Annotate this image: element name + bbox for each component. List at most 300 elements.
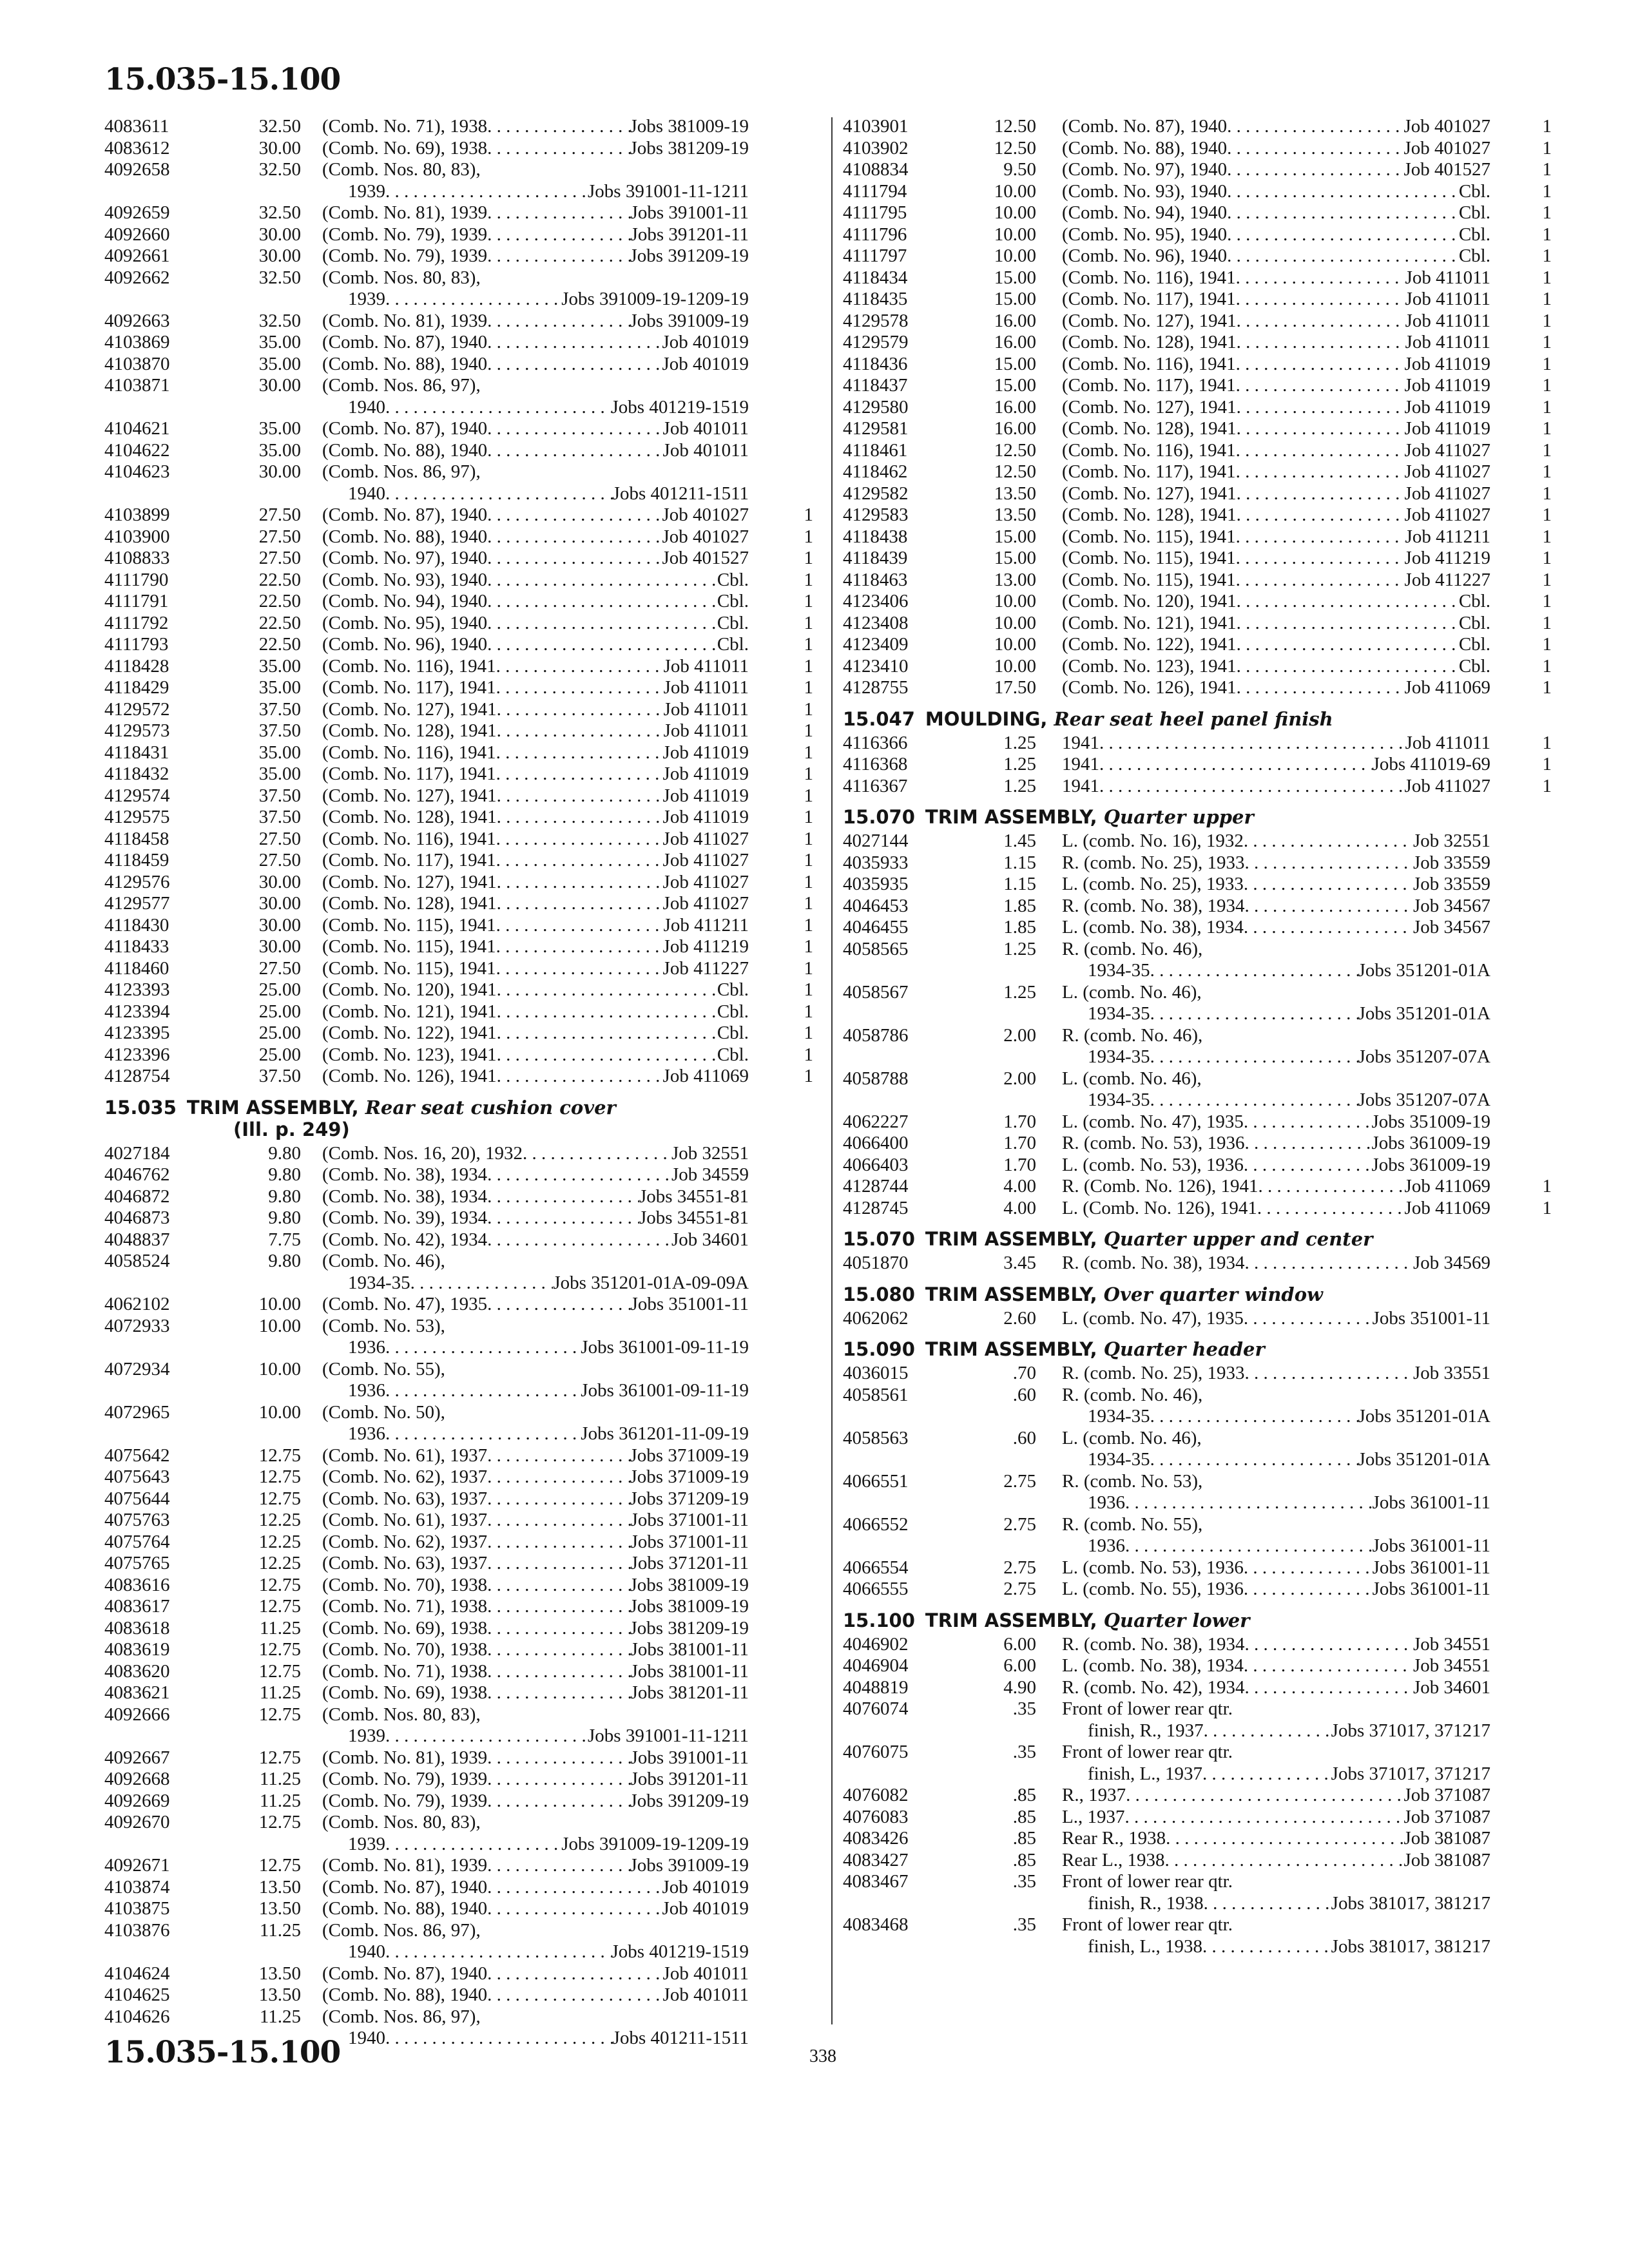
dot-leader [496,764,663,785]
dot-leader [496,656,664,678]
part-description: 1934-35 [348,1272,410,1293]
quantity: 1 [1542,116,1552,137]
quantity: 1 [804,764,813,784]
part-row [843,1198,1552,1220]
quantity: 1 [804,634,813,655]
part-description: (Comb. No. 115), 1941 [1062,526,1236,547]
part-row [104,548,813,570]
part-description: (Comb. No. 126), 1941 [322,1066,497,1086]
part-row-continuation [104,1337,813,1359]
part-row [843,138,1552,160]
part-description: 1940 [348,483,385,504]
list-price: 37.50 [258,1066,301,1086]
quantity: 1 [804,569,813,590]
part-number: 4066551 [843,1470,909,1492]
part-row [104,267,813,289]
dot-leader [487,505,662,526]
dot-leader [1237,332,1405,354]
job-reference: Cbl. [1458,655,1490,677]
job-reference: Job 401027 [662,505,749,525]
part-number: 4058561 [843,1384,909,1405]
part-description: R. (comb. No. 25), 1933 [1062,1363,1245,1383]
dot-leader [487,1164,671,1186]
part-row [843,397,1552,419]
part-number: 4111792 [104,612,169,633]
part-description: (Comb. No. 115), 1941 [1062,548,1236,568]
part-number: 4118434 [843,267,908,288]
part-description: (Comb. No. 50), [322,1401,445,1423]
part-description: (Comb. No. 79), 1939 [322,1769,488,1789]
part-row [104,1316,813,1338]
list-price: 16.00 [994,418,1036,439]
part-number: 4118431 [104,742,169,763]
job-reference: Job 401019 [662,353,749,374]
part-number: 4108833 [104,548,170,568]
part-row-continuation [843,1720,1552,1742]
part-number: 4092667 [104,1747,170,1768]
quantity: 1 [804,957,813,979]
list-price: 15.00 [994,289,1036,309]
part-number: 4062227 [843,1111,909,1132]
part-description: L. (comb. No. 16), 1932 [1062,831,1244,851]
quantity: 1 [804,871,813,892]
job-reference: Jobs 381017, 381217 [1331,1892,1490,1914]
list-price: 30.00 [258,936,301,957]
job-reference: Jobs 361201-11-09-19 [581,1423,749,1444]
dot-leader [487,1769,630,1791]
part-number: 4128745 [843,1197,909,1218]
part-row [843,1363,1552,1385]
part-description: (Comb. No. 121), 1941 [1062,612,1237,633]
list-price: 12.50 [994,439,1036,461]
part-number: 4092662 [104,267,170,288]
part-description: 1936 [348,1380,385,1401]
job-reference: Job 371087 [1403,1806,1490,1827]
part-row [104,570,813,591]
part-row [104,1596,813,1618]
part-row [843,1176,1552,1198]
list-price: 35.00 [258,439,301,461]
part-row [843,267,1552,289]
list-price: 30.00 [258,375,301,396]
part-row [104,1855,813,1877]
list-price: 2.60 [1003,1307,1036,1329]
part-row [843,634,1552,656]
list-price: 12.75 [258,1445,301,1466]
list-price: 1.25 [1003,775,1036,796]
part-row [104,742,813,764]
part-row [104,332,813,354]
dot-leader [1099,754,1373,776]
quantity: 1 [1542,526,1552,547]
part-number: 4083620 [104,1660,170,1682]
list-price: 12.75 [258,1639,301,1660]
job-reference: Job 411027 [662,871,749,892]
part-description: finish, L., 1937 [1088,1763,1203,1784]
job-reference: Jobs 361001-11 [1372,1579,1490,1599]
list-price: 1.15 [1003,874,1036,894]
dot-leader [497,1001,717,1023]
dot-leader [1244,1111,1372,1133]
job-reference: Job 411019 [1404,396,1490,418]
part-description: 1939 [348,180,385,202]
job-reference: Jobs 34551-81 [639,1186,749,1207]
list-price: 1.45 [1003,831,1036,851]
dot-leader [1237,418,1405,440]
part-description: 1940 [348,396,385,418]
job-reference: Jobs 401211-1511 [612,483,749,504]
part-number: 4062102 [104,1294,170,1314]
part-description: (Comb. No. 93), 1940 [322,569,488,590]
part-row [104,418,813,440]
section-heading [843,1228,1373,1250]
list-price: .35 [1012,1871,1036,1892]
part-number: 4118433 [104,936,169,957]
list-price: 37.50 [258,720,301,741]
list-price: 13.50 [258,1984,301,2005]
part-number: 4058563 [843,1427,909,1448]
part-description: (Comb. No. 88), 1940 [322,1984,488,2005]
list-price: 15.00 [994,375,1036,396]
list-price: 13.50 [994,505,1036,525]
section-heading [843,1283,1323,1305]
dot-leader [497,979,717,1001]
quantity: 1 [1542,439,1552,461]
job-reference: Job 32551 [671,1142,749,1164]
part-number: 4066400 [843,1133,909,1153]
part-row [843,1785,1552,1807]
part-row-continuation [843,960,1552,982]
list-price: 27.50 [258,505,301,525]
dot-leader [1236,461,1405,483]
job-reference: Job 411027 [1404,775,1490,796]
part-number: 4048819 [843,1677,909,1698]
dot-leader [1237,483,1405,505]
part-row [104,202,813,224]
part-number: 4046872 [104,1186,170,1207]
part-row [104,699,813,721]
list-price: 9.50 [1003,159,1036,180]
page-header-range: 15.035-15.100 [104,62,341,97]
dot-leader [487,311,630,332]
part-number: 4129573 [104,720,170,741]
part-number: 4092663 [104,310,170,331]
part-row [843,776,1552,798]
part-number: 4123409 [843,634,909,655]
dot-leader [487,116,630,138]
part-description: 1934-35 [1088,1406,1150,1427]
part-description: 1934-35 [1088,960,1150,981]
part-row [104,505,813,526]
quantity: 1 [1542,754,1552,774]
job-reference: Job 401011 [662,418,749,439]
job-reference: Jobs 361001-09-11-19 [581,1337,749,1358]
part-description: (Comb. No. 126), 1941 [1062,677,1237,698]
list-price: 2.00 [1003,1024,1036,1046]
part-number: 4111796 [843,224,907,245]
part-number: 4116366 [843,732,908,753]
part-description: (Comb. Nos. 80, 83), [322,159,481,180]
dot-leader [487,1984,662,2006]
part-description: 1941 [1062,754,1099,774]
dot-leader [1227,116,1403,138]
list-price: 12.50 [994,461,1036,482]
part-description: (Comb. No. 117), 1941 [322,764,496,784]
dot-leader [1245,1363,1413,1385]
dot-leader [1236,440,1405,462]
job-reference: Jobs 391201-11 [630,1769,749,1789]
dot-leader [487,634,717,656]
part-number: 4075644 [104,1488,170,1509]
part-row [104,354,813,376]
dot-leader [487,1682,630,1704]
job-reference: Job 34569 [1412,1253,1490,1273]
part-description: (Comb. No. 128), 1941 [322,893,497,914]
quantity: 1 [1542,137,1552,159]
part-description: (Comb. No. 81), 1939 [322,1855,488,1876]
section-title: TRIM ASSEMBLY, [925,1609,1097,1631]
list-price: 2.75 [1003,1470,1036,1492]
list-price: 1.25 [1003,938,1036,959]
dot-leader [1237,656,1459,678]
part-row-continuation [843,1936,1552,1958]
dot-leader [1227,245,1459,267]
dot-leader [1245,852,1413,874]
part-description: (Comb. No. 121), 1941 [322,1001,497,1022]
dot-leader [487,1186,639,1208]
dot-leader [1237,634,1459,656]
part-number: 4075764 [104,1531,170,1552]
list-price: 35.00 [258,764,301,784]
part-row-continuation [843,1763,1552,1785]
quantity: 1 [1542,332,1552,352]
part-row [843,548,1552,570]
part-row [104,1920,813,1942]
job-reference: Jobs 401219-1519 [611,396,749,418]
quantity: 1 [1542,505,1552,525]
part-number: 4083618 [104,1617,170,1639]
part-number: 4118432 [104,764,169,784]
job-reference: Job 401011 [662,1963,749,1984]
part-description: Front of lower rear qtr. [1062,1914,1233,1935]
section-heading [843,1338,1265,1360]
part-row [104,1488,813,1510]
quantity: 1 [1542,202,1552,223]
job-reference: Job 411027 [662,828,749,849]
part-row-continuation [104,1834,813,1856]
section-heading [843,1610,1249,1631]
job-reference: Job 411227 [1404,569,1490,590]
quantity: 1 [804,720,813,741]
part-description: R. (Comb. No. 126), 1941 [1062,1176,1258,1196]
job-reference: Jobs 351001-11 [630,1294,749,1314]
dot-leader [1227,138,1403,160]
part-description: R. (comb. No. 55), [1062,1514,1203,1535]
part-description: (Comb. No. 38), 1934 [322,1186,488,1207]
part-number: 4111791 [104,591,169,611]
job-reference: Jobs 391001-11 [630,202,749,223]
job-reference: Job 33559 [1412,874,1490,894]
part-number: 4046762 [104,1164,170,1185]
part-description: (Comb. No. 70), 1938 [322,1574,488,1595]
part-row [104,1532,813,1553]
part-number: 4129581 [843,418,909,439]
list-price: 15.00 [994,548,1036,568]
dot-leader [385,1423,581,1445]
quantity: 1 [804,677,813,698]
dot-leader [1236,267,1405,289]
list-price: 12.75 [258,1488,301,1509]
job-reference: Job 34567 [1412,895,1490,916]
list-price: 4.90 [1003,1677,1036,1698]
part-number: 4128744 [843,1176,909,1196]
job-reference: Job 411011 [1405,310,1490,331]
part-number: 4103900 [104,526,170,547]
dot-leader [487,1639,630,1661]
job-reference: Job 401027 [1403,116,1490,137]
part-number: 4118436 [843,353,908,374]
part-row [843,1155,1552,1177]
part-description: (Comb. No. 63), 1937 [322,1553,488,1573]
dot-leader [385,1380,581,1402]
job-reference: Job 33551 [1412,1363,1490,1383]
part-number: 4111793 [104,634,169,655]
part-row [843,181,1552,203]
part-description: (Comb. No. 97), 1940 [322,548,488,568]
part-number: 4108834 [843,159,909,180]
part-description: L. (comb. No. 25), 1933 [1062,874,1244,894]
list-price: 30.00 [258,893,301,914]
list-price: 11.25 [259,1682,301,1703]
part-description: L. (comb. No. 53), 1936 [1062,1557,1244,1578]
job-reference: Job 411211 [663,914,749,936]
quantity: 1 [1542,483,1552,504]
dot-leader [1150,960,1358,982]
part-description: 1939 [348,1833,385,1854]
dot-leader [1202,1763,1331,1785]
quantity: 1 [1542,396,1552,418]
part-number: 4046873 [104,1207,170,1228]
job-reference: Job 33559 [1412,852,1490,873]
job-reference: Jobs 391209-19 [630,245,749,266]
part-description: Front of lower rear qtr. [1062,1871,1233,1892]
part-row [843,332,1552,354]
part-row [843,896,1552,918]
part-row-continuation [843,1406,1552,1428]
job-reference: Job 34551 [1412,1633,1490,1655]
quantity: 1 [804,612,813,633]
dot-leader [1150,1003,1358,1025]
part-number: 4083611 [104,116,169,137]
part-row [843,440,1552,462]
part-description: (Comb. No. 39), 1934 [322,1207,488,1228]
part-number: 4129583 [843,505,909,525]
quantity: 1 [804,1001,813,1022]
job-reference: Jobs 351201-01A [1358,960,1490,981]
job-reference: Cbl. [717,1044,749,1065]
part-row [843,939,1552,961]
part-row [104,1044,813,1066]
list-price: 32.50 [258,202,301,223]
part-description: (Comb. Nos. 86, 97), [322,461,481,482]
part-number: 4062062 [843,1307,909,1329]
part-row [843,917,1552,939]
part-description: (Comb. No. 96), 1940 [322,634,488,655]
list-price: 10.00 [994,180,1036,202]
part-description: L. (comb. No. 55), 1936 [1062,1579,1244,1599]
job-reference: Cbl. [717,979,749,1000]
part-number: 4129578 [843,310,909,331]
part-description: (Comb. No. 128), 1941 [322,807,497,827]
list-price: 4.00 [1003,1197,1036,1218]
job-reference: Jobs 391001-11-1211 [588,180,749,202]
part-description: (Comb. No. 69), 1938 [322,1617,488,1639]
part-number: 4072933 [104,1315,170,1336]
part-row [104,936,813,958]
part-number: 4083467 [843,1871,909,1892]
part-number: 4048837 [104,1229,170,1250]
job-reference: Job 411027 [1404,439,1490,461]
dot-leader [1227,202,1459,224]
section-subtitle: Quarter upper and center [1103,1228,1373,1250]
dot-leader [487,526,662,548]
dot-leader [1236,548,1405,570]
part-row [843,311,1552,332]
part-description: (Comb. No. 69), 1938 [322,137,488,159]
quantity: 1 [804,1066,813,1086]
quantity: 1 [1542,461,1552,482]
list-price: 12.25 [258,1510,301,1530]
list-price: 11.25 [259,1769,301,1789]
dot-leader [385,1941,612,1963]
part-description: (Comb. No. 79), 1939 [322,245,488,266]
part-description: (Comb. No. 69), 1938 [322,1682,488,1703]
section-subtitle: Quarter header [1103,1338,1265,1360]
list-price: 7.75 [268,1229,301,1250]
part-description: (Comb. No. 128), 1941 [322,720,497,741]
part-number: 4092670 [104,1812,170,1832]
part-description: (Comb. No. 127), 1941 [1062,483,1237,504]
list-price: 1.70 [1003,1133,1036,1153]
part-number: 4083619 [104,1639,170,1660]
part-number: 4118438 [843,526,908,547]
list-price: 35.00 [258,418,301,439]
part-row-continuation [843,1090,1552,1111]
part-number: 4092666 [104,1704,170,1725]
list-price: 2.75 [1003,1557,1036,1578]
part-row [104,1402,813,1424]
part-row [104,1618,813,1640]
dot-leader [496,936,663,958]
part-number: 4051870 [843,1253,909,1273]
part-description: 1936 [1088,1492,1125,1513]
part-description: (Comb. No. 61), 1937 [322,1445,488,1466]
list-price: .70 [1012,1363,1036,1383]
dot-leader [1237,311,1405,332]
part-description: L. (comb. No. 38), 1934 [1062,917,1244,937]
part-description: L. (comb. No. 47), 1935 [1062,1111,1244,1132]
part-row [843,1428,1552,1450]
list-price: 16.00 [994,332,1036,352]
section-title: TRIM ASSEMBLY, [186,1096,359,1119]
list-price: 9.80 [268,1142,301,1164]
part-number: 4123394 [104,1001,170,1022]
quantity: 1 [1542,569,1552,590]
job-reference: Cbl. [1458,224,1490,245]
dot-leader [496,915,664,937]
part-number: 4083468 [843,1914,909,1935]
job-reference: Jobs 371009-19 [630,1445,749,1466]
